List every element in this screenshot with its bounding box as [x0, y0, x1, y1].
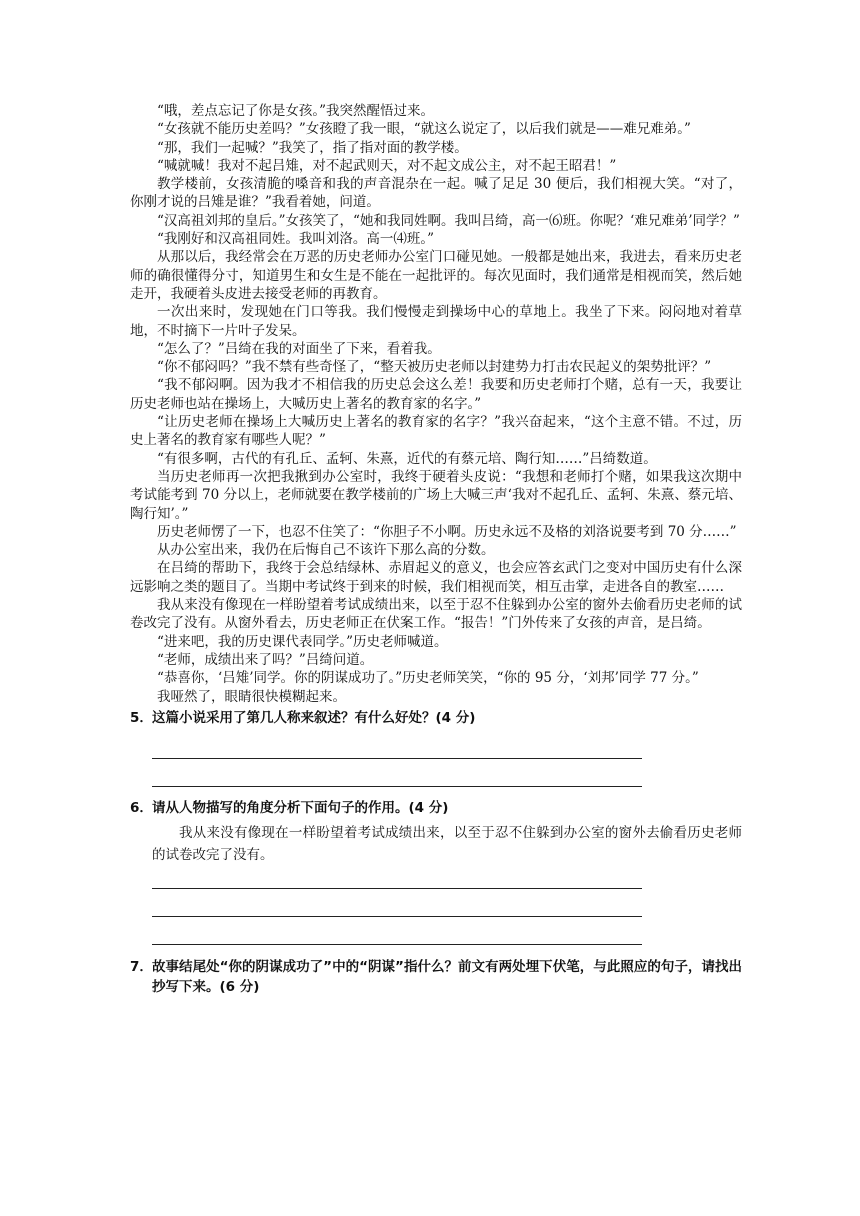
story-paragraph: 历史老师愣了一下，也忍不住笑了：“你胆子不小啊。历史永远不及格的刘洛说要考到 70 分……” — [157, 523, 737, 540]
question-7 — [130, 957, 742, 997]
question-text: 这篇小说采用了第几人称来叙述？有什么好处？(4 分) — [152, 709, 476, 726]
story-paragraph: “哦，差点忘记了你是女孩。”我突然醒悟过来。 — [157, 103, 435, 119]
story-paragraph: 在吕绮的帮助下，我终于会总结绿林、赤眉起义的意义，也会应答玄武门之变对中国历史有什么深远影响之类的题目了。当期中考试终于到来的时候，我们相视而笑，相互击掌，走进各自的教室…… — [130, 560, 742, 595]
story-paragraph: “让历史老师在操场上大喊历史上著名的教育家的名字？”我兴奋起来，“这个主意不错。不过，历史上著名的教育家有哪些人呢？” — [130, 414, 742, 449]
story-paragraph: “喊就喊！我对不起吕雉，对不起武则天，对不起文成公主，对不起王昭君！” — [157, 157, 617, 174]
story-text — [130, 102, 742, 706]
story-paragraph: “恭喜你，‘吕雉’同学。你的阴谋成功了。”历史老师笑笑，“你的 95 分，‘刘邦’同学 77 分。” — [157, 670, 699, 687]
question-5 — [130, 708, 742, 728]
answer-line[interactable] — [152, 786, 642, 787]
answer-line[interactable] — [152, 916, 642, 917]
story-paragraph: 我从来没有像现在一样盼望着考试成绩出来，以至于忍不住躲到办公室的窗外去偷看历史老师的试卷改完了没有。从窗外看去，历史老师正在伏案工作。“报告！”门外传来了女孩的声音，是吕绮。 — [130, 597, 742, 632]
story-paragraph: “进来吧，我的历史课代表同学。”历史老师喊道。 — [157, 633, 448, 650]
story-paragraph: 当历史老师再一次把我揪到办公室时，我终于硬着头皮说：“我想和老师打个赌，如果我这次期中考试能考到 70 分以上，老师就要在教学楼前的广场上大喊三声‘我对不起孔丘、孟轲、朱熹、蔡元培、陶行知’。” — [130, 468, 742, 522]
story-paragraph: “有很多啊，古代的有孔丘、孟轲、朱熹，近代的有蔡元培、陶行知……”吕绮数道。 — [157, 450, 657, 467]
story-paragraph: “汉高祖刘邦的皇后。”女孩笑了，“她和我同姓啊。我叫吕绮，高一⑹班。你呢？‘难兄难弟’同学？” — [157, 212, 740, 229]
story-paragraph: 教学楼前，女孩清脆的嗓音和我的声音混杂在一起。喊了足足 30 便后，我们相视大笑。“对了，你刚才说的吕雉是谁？”我看着她，问道。 — [130, 176, 742, 211]
story-paragraph: “怎么了？”吕绮在我的对面坐了下来，看着我。 — [157, 340, 441, 357]
question-6 — [130, 798, 742, 818]
question-number: 7． — [130, 958, 153, 975]
story-paragraph: “我刚好和汉高祖同姓。我叫刘洛。高一⑷班。” — [157, 231, 435, 248]
story-paragraph: “我不郁闷啊。因为我才不相信我的历史总会这么差！我要和历史老师打个赌，总有一天，我要让历史老师也站在操场上，大喊历史上著名的教育家的名字。” — [130, 377, 742, 412]
story-paragraph: “你不郁闷吗？”我不禁有些奇怪了，“整天被历史老师以封建势力打击农民起义的架势批评？” — [157, 359, 712, 376]
question-text: 故事结尾处“你的阴谋成功了”中的“阴谋”指什么？前文有两处埋下伏笔，与此照应的句子，请找出抄写下来。(6 分) — [152, 958, 742, 995]
story-paragraph: 从那以后，我经常会在万恶的历史老师办公室门口碰见她。一般都是她出来，我进去，看来历史老师的确很懂得分寸，知道男生和女生是不能在一起批评的。每次见面时，我们通常是相视而笑，然后她走开，我硬着头皮进去接受老师的再教育。 — [130, 249, 742, 302]
story-paragraph: “那，我们一起喊？”我笑了，指了指对面的教学楼。 — [157, 139, 468, 156]
exam-page — [130, 102, 742, 997]
story-paragraph: 从办公室出来，我仍在后悔自己不该许下那么高的分数。 — [157, 542, 495, 559]
question-number: 6． — [130, 799, 153, 816]
quoted-sentence: 我从来没有像现在一样盼望着考试成绩出来，以至于忍不住躲到办公室的窗外去偷看历史老师的试卷改完了没有。 — [152, 824, 742, 863]
question-text: 请从人物描写的角度分析下面句子的作用。(4 分) — [152, 799, 449, 816]
question-number: 5． — [130, 709, 153, 726]
answer-line[interactable] — [152, 888, 642, 889]
story-paragraph: 我哑然了，眼睛很快模糊起来。 — [157, 688, 346, 705]
answer-line[interactable] — [152, 758, 642, 759]
story-paragraph: “女孩就不能历史差吗？”女孩瞪了我一眼，“就这么说定了，以后我们就是——难兄难弟。” — [157, 121, 691, 138]
story-paragraph: 一次出来时，发现她在门口等我。我们慢慢走到操场中心的草地上。我坐了下来。闷闷地对着草地，不时摘下一片叶子发呆。 — [130, 304, 742, 339]
story-paragraph: “老师，成绩出来了吗？”吕绮问道。 — [157, 651, 374, 668]
answer-line[interactable] — [152, 944, 642, 945]
